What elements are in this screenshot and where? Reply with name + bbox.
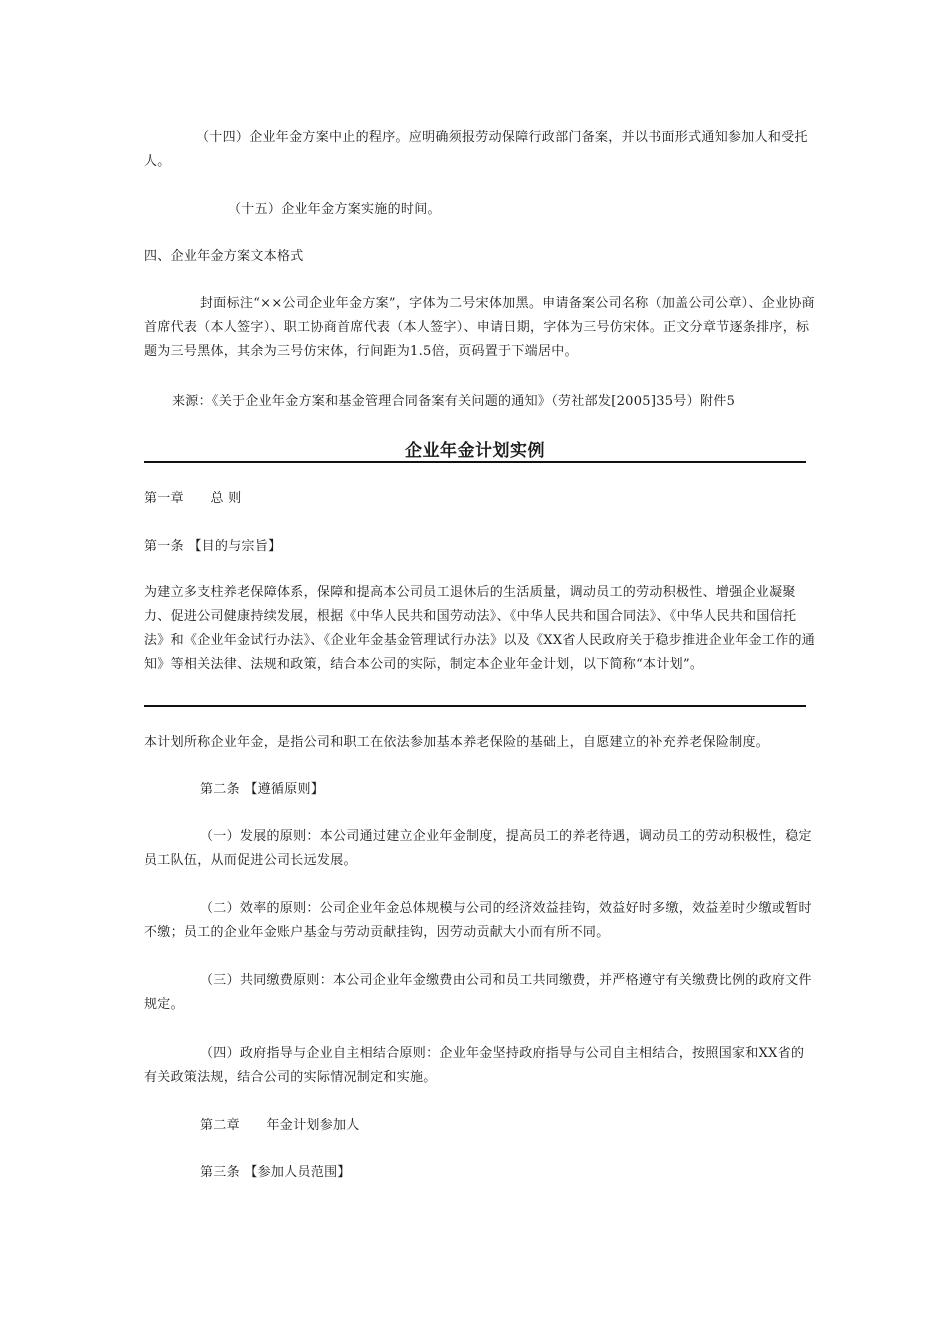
- principle-1-paragraph: （一）发展的原则：本公司通过建立企业年金制度，提高员工的养老待遇，调动员工的劳动积极性，稳定员工队伍，从而促进公司长远发展。: [144, 829, 812, 868]
- article-1-paragraph: 为建立多支柱养老保障体系，保障和提高本公司员工退休后的生活质量，调动员工的劳动积极性、增强企业凝聚力、促进公司健康持续发展，根据《中华人民共和国劳动法》、《中华人民共和国合同法》、《中华人民共和国信托法》和《企业年金试行办法》、《企业年金基金管理试行办法》以及《XX省人民政府关于稳步推进企业年金工作的通知》等相关法律、法规和政策，结合本公司的实际，制定本企业年金计划，以下简称“本计划”。: [144, 585, 816, 672]
- document-title: 企业年金计划实例: [405, 441, 545, 461]
- chapter-2-heading: 第二章 年金计划参加人: [200, 1118, 360, 1133]
- item-14-paragraph: （十四）企业年金方案中止的程序。应明确须报劳动保障行政部门备案，并以书面形式通知参加人和受托人。: [144, 130, 808, 169]
- principle-3-paragraph: （三）共同缴费原则：本公司企业年金缴费由公司和员工共同缴费，并严格遵守有关缴费比例的政府文件规定。: [144, 973, 812, 1012]
- format-paragraph: 封面标注“××公司企业年金方案”，字体为二号宋体加黑。申请备案公司名称（加盖公司公章）、企业协商首席代表（本人签字）、职工协商首席代表（本人签字）、申请日期，字体为三号仿宋体。正文分章节逐条排序，标题为三号黑体，其余为三号仿宋体，行间距为1.5倍，页码置于下端居中。: [144, 296, 815, 359]
- section-4-heading: 四、企业年金方案文本格式: [144, 249, 304, 264]
- chapter-1-heading: 第一章 总 则: [144, 491, 242, 506]
- article-3-heading: 第三条 【参加人员范围】: [200, 1165, 351, 1180]
- definition-paragraph: 本计划所称企业年金，是指公司和职工在依法参加基本养老保险的基础上，自愿建立的补充养老保险制度。: [144, 735, 770, 750]
- title-rule: [144, 461, 806, 463]
- principle-4-paragraph: （四）政府指导与企业自主相结合原则：企业年金坚持政府指导与公司自主相结合，按照国家和XX省的有关政策法规，结合公司的实际情况制定和实施。: [144, 1046, 805, 1085]
- section-rule: [144, 705, 806, 707]
- principle-2-paragraph: （二）效率的原则：公司企业年金总体规模与公司的经济效益挂钩，效益好时多缴，效益差时少缴或暂时不缴；员工的企业年金账户基金与劳动贡献挂钩，因劳动贡献大小而有所不同。: [144, 901, 812, 940]
- article-2-heading: 第二条 【遵循原则】: [200, 782, 325, 797]
- item-15-paragraph: （十五）企业年金方案实施的时间。: [228, 202, 441, 217]
- article-1-heading: 第一条 【目的与宗旨】: [144, 539, 282, 554]
- source-line: 来源：《关于企业年金方案和基金管理合同备案有关问题的通知》（劳社部发[2005]35号）附件5: [172, 394, 736, 409]
